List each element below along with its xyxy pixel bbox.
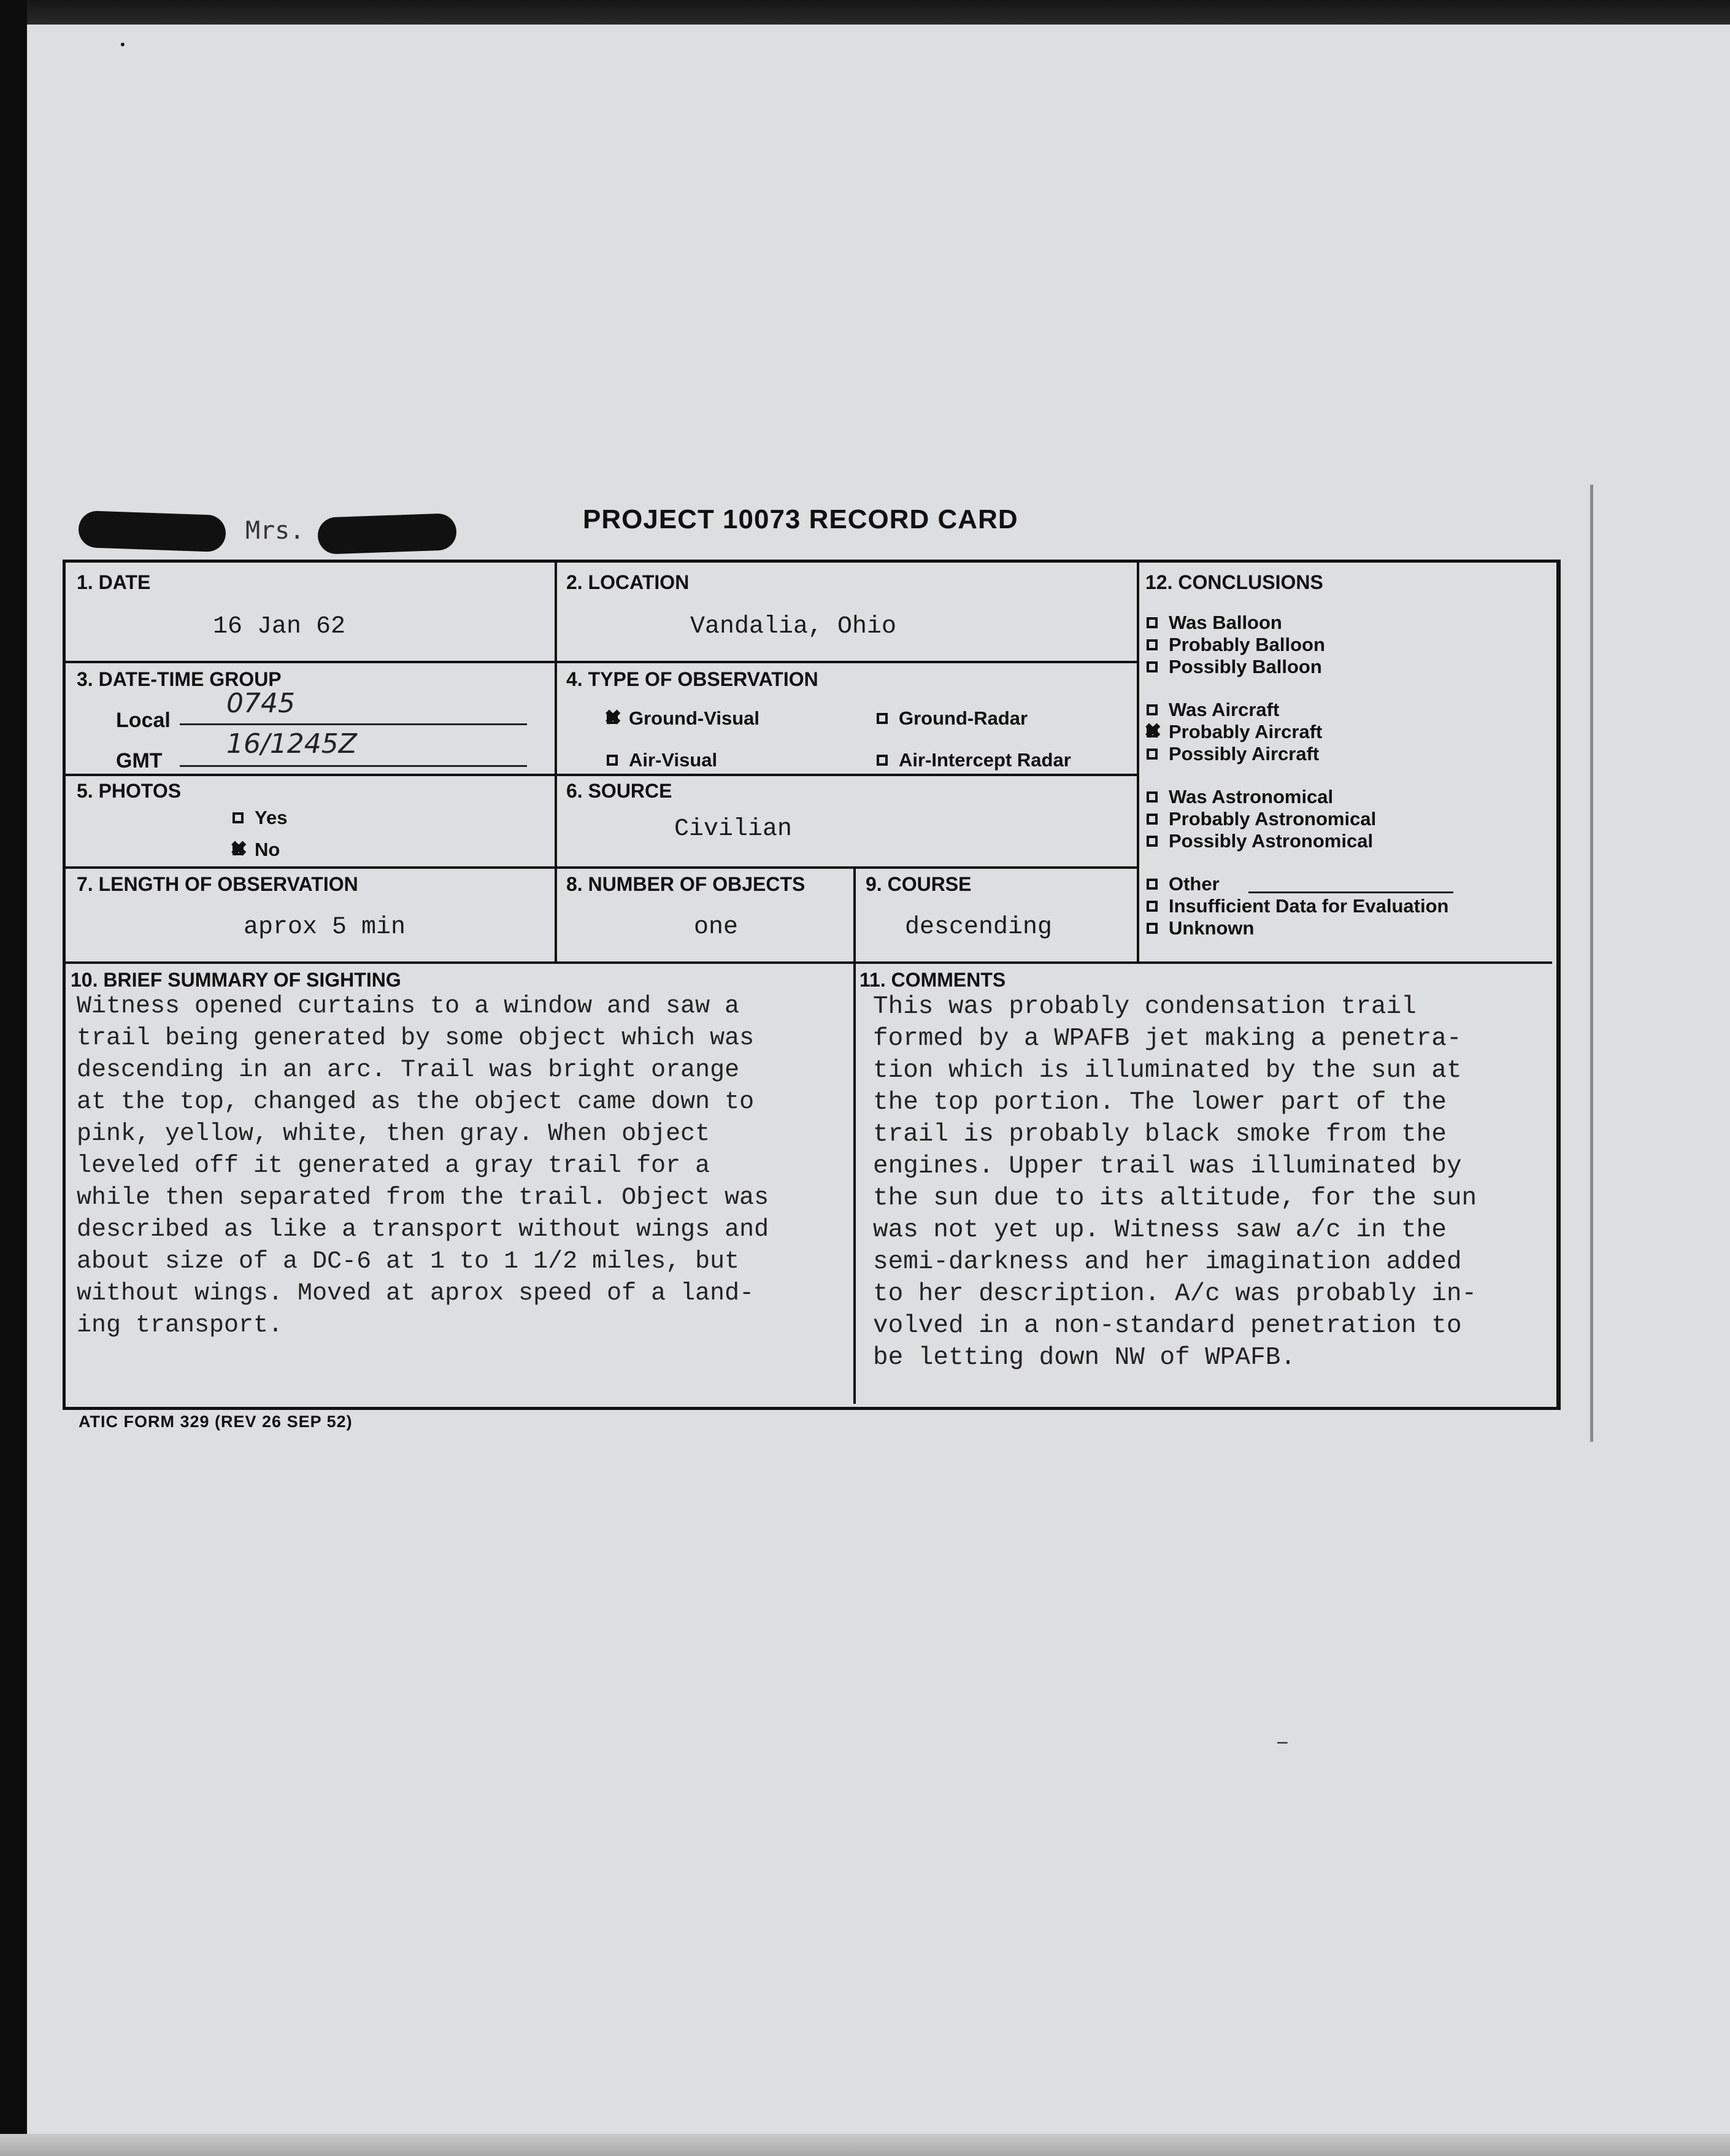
summary-line: at the top, changed as the object came down to [77, 1088, 755, 1116]
summary-line: described as like a transport without wings and [77, 1216, 769, 1244]
summary-line: without wings. Moved at aprox speed of a land- [77, 1280, 755, 1307]
salutation: Mrs. [245, 517, 305, 545]
checkbox-ground-visual[interactable] [607, 713, 618, 724]
summary-line: descending in an arc. Trail was bright orange [77, 1057, 740, 1084]
redaction-mark-first-name [78, 510, 226, 552]
summary-line: about size of a DC-6 at 1 to 1 1/2 miles, but [77, 1248, 740, 1276]
conclusion-probably-astronomical-label: Probably Astronomical [1169, 808, 1377, 830]
date-value: 16 Jan 62 [213, 613, 346, 641]
checkbox-insufficient-data[interactable] [1147, 901, 1158, 912]
option-ground-visual[interactable] [607, 707, 759, 730]
comments-line: volved in a non-standard penetration to [873, 1312, 1462, 1340]
checkbox-was-balloon[interactable] [1147, 617, 1158, 628]
comments-line: semi-darkness and her imagination added [873, 1248, 1462, 1276]
summary-line: leveled off it generated a gray trail for a [77, 1152, 710, 1180]
comments-text [873, 991, 1477, 1374]
scan-bottom-edge [0, 2134, 1730, 2156]
comments-line: This was probably condensation trail [873, 993, 1417, 1021]
location-label: 2. LOCATION [566, 571, 690, 593]
gmt-label: GMT [116, 749, 163, 772]
number-of-objects-label: 8. NUMBER OF OBJECTS [566, 873, 805, 895]
conclusion-possibly-aircraft[interactable] [1147, 743, 1319, 765]
checkbox-probably-aircraft[interactable] [1147, 726, 1158, 737]
checkbox-possibly-balloon[interactable] [1147, 661, 1158, 672]
conclusion-was-balloon[interactable] [1147, 612, 1282, 634]
option-air-intercept-radar[interactable] [877, 749, 1071, 771]
divider-summary [853, 961, 856, 1404]
local-time-label: Local [116, 709, 171, 732]
comments-line: engines. Upper trail was illuminated by [873, 1152, 1462, 1180]
option-air-intercept-radar-label: Air-Intercept Radar [899, 749, 1071, 771]
scan-left-edge [0, 0, 27, 2156]
conclusion-unknown-label: Unknown [1169, 917, 1255, 939]
comments-line: be letting down NW of WPAFB. [873, 1344, 1296, 1372]
redaction-mark-last-name [317, 513, 457, 555]
divider-row-1 [66, 661, 1139, 663]
conclusion-was-balloon-label: Was Balloon [1169, 612, 1282, 633]
checkbox-ground-radar[interactable] [877, 713, 888, 724]
summary-label: 10. BRIEF SUMMARY OF SIGHTING [71, 969, 401, 991]
conclusion-was-astronomical[interactable] [1147, 786, 1333, 808]
checkbox-other[interactable] [1147, 879, 1158, 890]
gmt-value: 16/1245Z [226, 728, 357, 760]
course-value: descending [905, 914, 1053, 941]
summary-line: trail being generated by some object which was [77, 1025, 755, 1052]
conclusion-possibly-astronomical[interactable] [1147, 830, 1373, 852]
comments-line: to her description. A/c was probably in- [873, 1280, 1477, 1308]
location-value: Vandalia, Ohio [690, 613, 897, 641]
length-of-observation-value: aprox 5 min [244, 914, 406, 941]
conclusion-possibly-balloon[interactable] [1147, 656, 1322, 678]
conclusion-insufficient-data-label: Insufficient Data for Evaluation [1169, 895, 1449, 917]
photos-label: 5. PHOTOS [77, 780, 182, 802]
divider-row-2 [66, 774, 1139, 776]
comments-line: was not yet up. Witness saw a/c in the [873, 1216, 1447, 1244]
scan-speck: ‒ [1277, 1731, 1288, 1752]
divider-col-2 [1137, 563, 1139, 961]
conclusion-probably-balloon[interactable] [1147, 634, 1325, 656]
course-label: 9. COURSE [866, 873, 972, 895]
divider-col-1 [555, 563, 557, 961]
summary-line: pink, yellow, white, then gray. When object [77, 1120, 710, 1148]
option-air-visual-label: Air-Visual [629, 749, 718, 771]
divider-row-4 [66, 961, 1552, 964]
summary-text [77, 991, 769, 1342]
date-time-group-label: 3. DATE-TIME GROUP [77, 668, 282, 690]
scan-top-edge [0, 0, 1730, 25]
conclusions-label: 12. CONCLUSIONS [1145, 571, 1323, 593]
conclusion-probably-aircraft[interactable] [1147, 721, 1322, 743]
divider-course [853, 866, 856, 961]
number-of-objects-value: one [694, 914, 739, 941]
divider-row-3 [66, 866, 1139, 869]
source-label: 6. SOURCE [566, 780, 672, 802]
conclusion-other-label: Other [1169, 873, 1220, 895]
card-title: PROJECT 10073 RECORD CARD [583, 504, 1018, 534]
conclusion-possibly-astronomical-label: Possibly Astronomical [1169, 830, 1374, 852]
conclusion-possibly-balloon-label: Possibly Balloon [1169, 656, 1322, 677]
conclusion-unknown[interactable] [1147, 917, 1255, 939]
conclusion-possibly-aircraft-label: Possibly Aircraft [1169, 743, 1320, 764]
conclusion-probably-balloon-label: Probably Balloon [1169, 634, 1325, 655]
scan-speck: • [120, 37, 125, 52]
checkbox-possibly-astronomical[interactable] [1147, 836, 1158, 847]
checkbox-probably-astronomical[interactable] [1147, 814, 1158, 825]
conclusion-was-aircraft[interactable] [1147, 699, 1279, 721]
option-ground-visual-label: Ground-Visual [629, 707, 760, 729]
comments-label: 11. COMMENTS [859, 969, 1006, 991]
summary-line: while then separated from the trail. Object was [77, 1184, 769, 1212]
checkbox-was-astronomical[interactable] [1147, 791, 1158, 803]
option-ground-radar-label: Ground-Radar [899, 707, 1028, 729]
comments-line: the top portion. The lower part of the [873, 1088, 1447, 1117]
conclusion-other[interactable] [1147, 873, 1220, 895]
source-value: Civilian [674, 815, 793, 843]
checkbox-possibly-aircraft[interactable] [1147, 749, 1158, 760]
comments-line: formed by a WPAFB jet making a penetra- [873, 1025, 1462, 1053]
local-time-underline [180, 723, 527, 725]
option-photos-yes[interactable] [233, 807, 287, 829]
other-underline [1248, 891, 1453, 893]
option-photos-no-label: No [255, 839, 280, 860]
option-air-visual[interactable] [607, 749, 717, 771]
summary-line: ing transport. [77, 1312, 283, 1339]
checkbox-photos-no[interactable] [233, 844, 244, 855]
card-edge-shadow [1590, 485, 1593, 1442]
length-of-observation-label: 7. LENGTH OF OBSERVATION [77, 873, 358, 895]
conclusion-was-astronomical-label: Was Astronomical [1169, 786, 1334, 807]
checkbox-air-visual[interactable] [607, 755, 618, 766]
conclusion-was-aircraft-label: Was Aircraft [1169, 699, 1280, 720]
option-photos-yes-label: Yes [255, 807, 288, 828]
conclusion-probably-aircraft-label: Probably Aircraft [1169, 721, 1323, 742]
comments-line: tion which is illuminated by the sun at [873, 1057, 1462, 1085]
checkbox-probably-balloon[interactable] [1147, 639, 1158, 650]
date-label: 1. DATE [77, 571, 151, 593]
option-ground-radar[interactable] [877, 707, 1028, 730]
conclusion-insufficient-data[interactable] [1147, 895, 1448, 917]
form-number: ATIC FORM 329 (REV 26 SEP 52) [79, 1412, 353, 1431]
checkbox-air-intercept-radar[interactable] [877, 755, 888, 766]
record-card [63, 560, 1561, 1410]
conclusion-probably-astronomical[interactable] [1147, 808, 1376, 830]
summary-line: Witness opened curtains to a window and saw a [77, 993, 740, 1020]
checkbox-photos-yes[interactable] [233, 812, 244, 823]
checkbox-unknown[interactable] [1147, 923, 1158, 934]
comments-line: trail is probably black smoke from the [873, 1120, 1447, 1149]
local-time-value: 0745 [226, 688, 295, 719]
type-of-observation-label: 4. TYPE OF OBSERVATION [566, 668, 818, 690]
comments-line: the sun due to its altitude, for the sun [873, 1184, 1477, 1212]
option-photos-no[interactable] [233, 839, 280, 861]
gmt-underline [180, 765, 527, 767]
checkbox-was-aircraft[interactable] [1147, 704, 1158, 715]
